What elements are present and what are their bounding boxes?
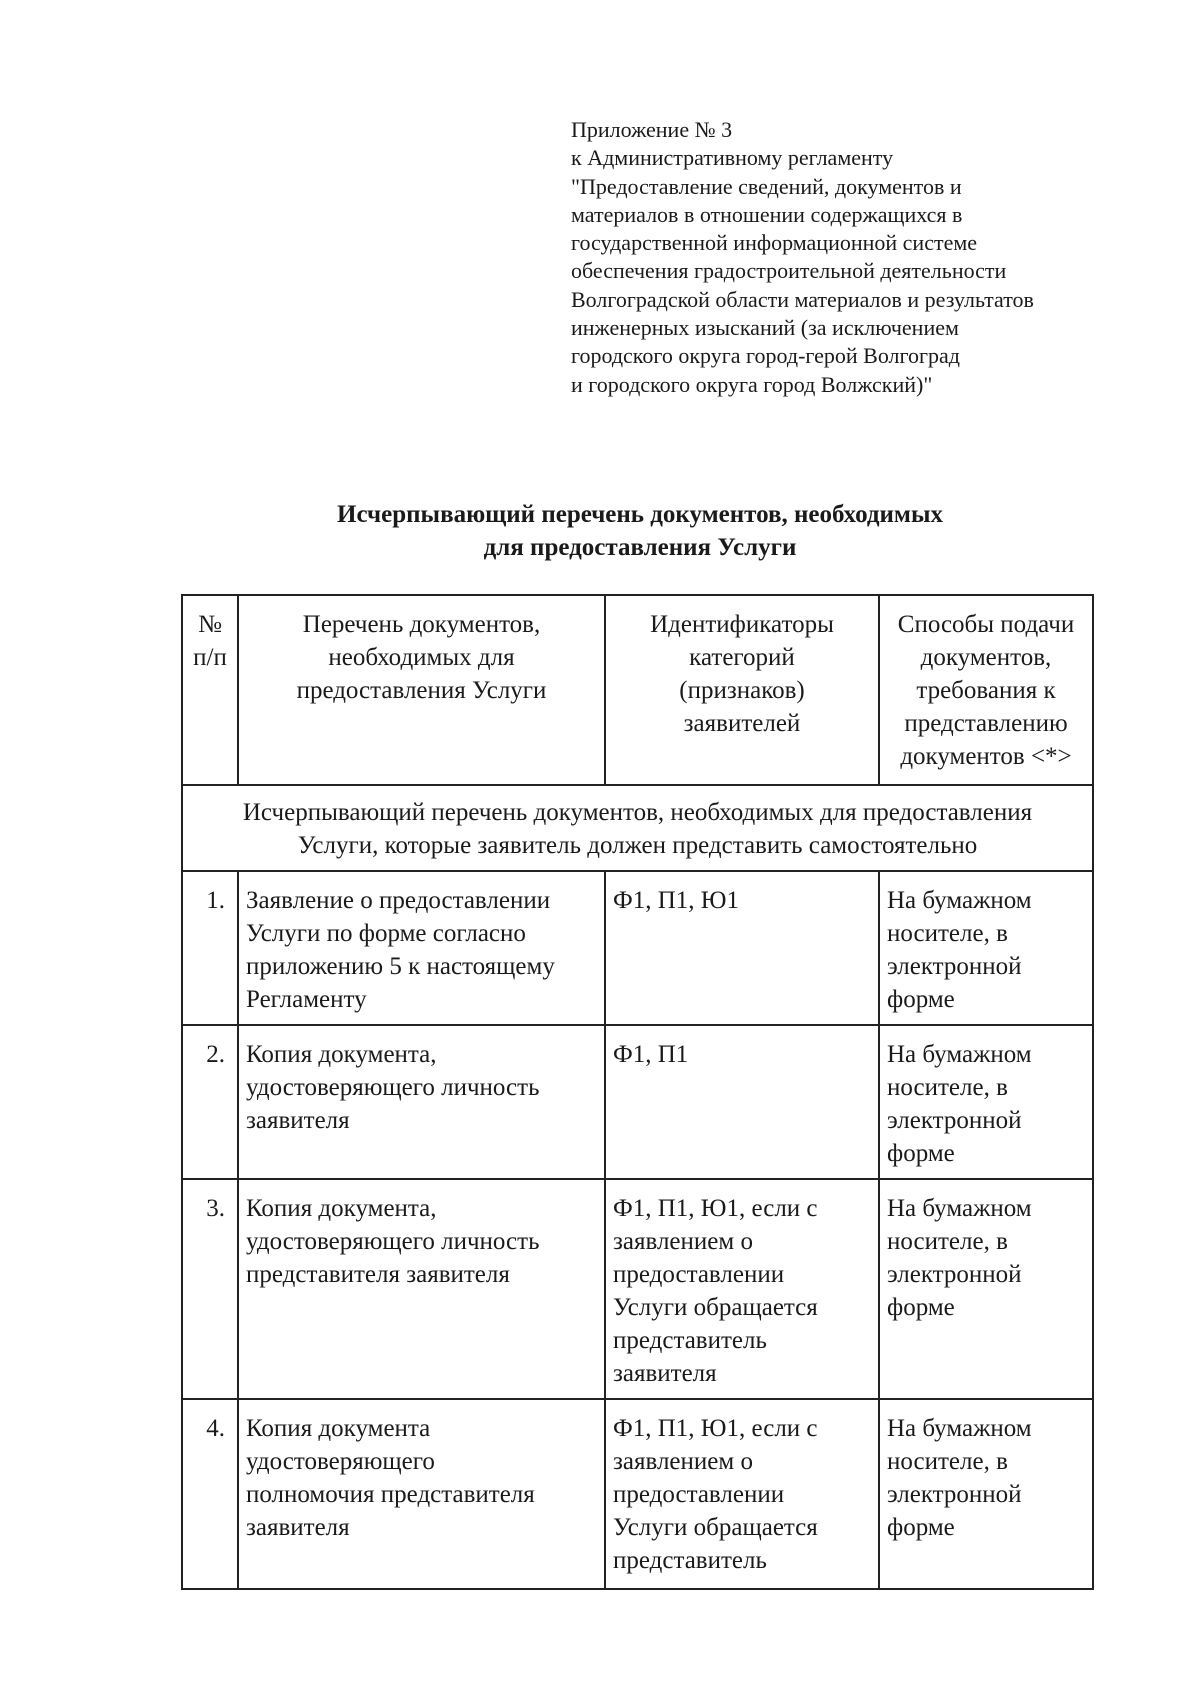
header-docs: Перечень документов, необходимых для предоставления Услуги bbox=[238, 595, 605, 785]
title-line-1: Исчерпывающий перечень документов, необходимых bbox=[337, 501, 943, 528]
header-ids: Идентификаторы категорий (признаков) заявителей bbox=[605, 595, 879, 785]
row-method: На бумажном носителе, в электронной форме bbox=[879, 1399, 1093, 1589]
row-num: 3. bbox=[182, 1179, 238, 1399]
annex-line: городского округа город-герой Волгоград bbox=[571, 343, 960, 369]
document-title bbox=[160, 498, 1120, 564]
documents-table bbox=[181, 594, 1094, 1590]
table-row bbox=[182, 1025, 1093, 1179]
annex-line: Приложение № 3 bbox=[571, 117, 733, 142]
annex-line: инженерных изысканий (за исключением bbox=[571, 315, 959, 341]
title-line-2: для предоставления Услуги bbox=[483, 534, 797, 561]
row-method: На бумажном носителе, в электронной форме bbox=[879, 1025, 1093, 1179]
section-heading: Исчерпывающий перечень документов, необходимых для предоставления Услуги, которые заявитель должен представить самостоятельно bbox=[182, 785, 1093, 871]
annex-line: к Административному регламенту bbox=[571, 145, 894, 171]
annex-line: обеспечения градостроительной деятельности bbox=[571, 258, 1007, 284]
row-doc: Копия документа удостоверяющего полномочия представителя заявителя bbox=[238, 1399, 605, 1589]
annex-line: государственной информационной системе bbox=[571, 230, 978, 256]
annex-line: Волгоградской области материалов и результатов bbox=[571, 286, 1034, 312]
header-num: № п/п bbox=[182, 595, 238, 785]
row-num: 2. bbox=[182, 1025, 238, 1179]
annex-line: "Предоставление сведений, документов и bbox=[571, 173, 962, 199]
row-num: 1. bbox=[182, 871, 238, 1025]
table-header-row bbox=[182, 595, 1093, 785]
header-methods: Способы подачи документов, требования к представлению документов <*> bbox=[879, 595, 1093, 785]
row-doc: Заявление о предоставлении Услуги по форме согласно приложению 5 к настоящему Регламенту bbox=[238, 871, 605, 1025]
row-num: 4. bbox=[182, 1399, 238, 1589]
section-row bbox=[182, 785, 1093, 871]
annex-header bbox=[571, 116, 1131, 399]
annex-line: материалов в отношении содержащихся в bbox=[571, 201, 963, 227]
row-ids: Ф1, П1, Ю1 bbox=[605, 871, 879, 1025]
row-method: На бумажном носителе, в электронной форме bbox=[879, 1179, 1093, 1399]
row-ids: Ф1, П1 bbox=[605, 1025, 879, 1179]
table-row bbox=[182, 871, 1093, 1025]
table-row bbox=[182, 1399, 1093, 1589]
row-method: На бумажном носителе, в электронной форме bbox=[879, 871, 1093, 1025]
row-ids: Ф1, П1, Ю1, если с заявлением о предоставлении Услуги обращается представитель bbox=[605, 1399, 879, 1589]
table-row bbox=[182, 1179, 1093, 1399]
row-doc: Копия документа, удостоверяющего личность заявителя bbox=[238, 1025, 605, 1179]
annex-line: и городского округа город Волжский)" bbox=[571, 371, 933, 397]
row-ids: Ф1, П1, Ю1, если с заявлением о предоставлении Услуги обращается представитель заявителя bbox=[605, 1179, 879, 1399]
row-doc: Копия документа, удостоверяющего личность представителя заявителя bbox=[238, 1179, 605, 1399]
